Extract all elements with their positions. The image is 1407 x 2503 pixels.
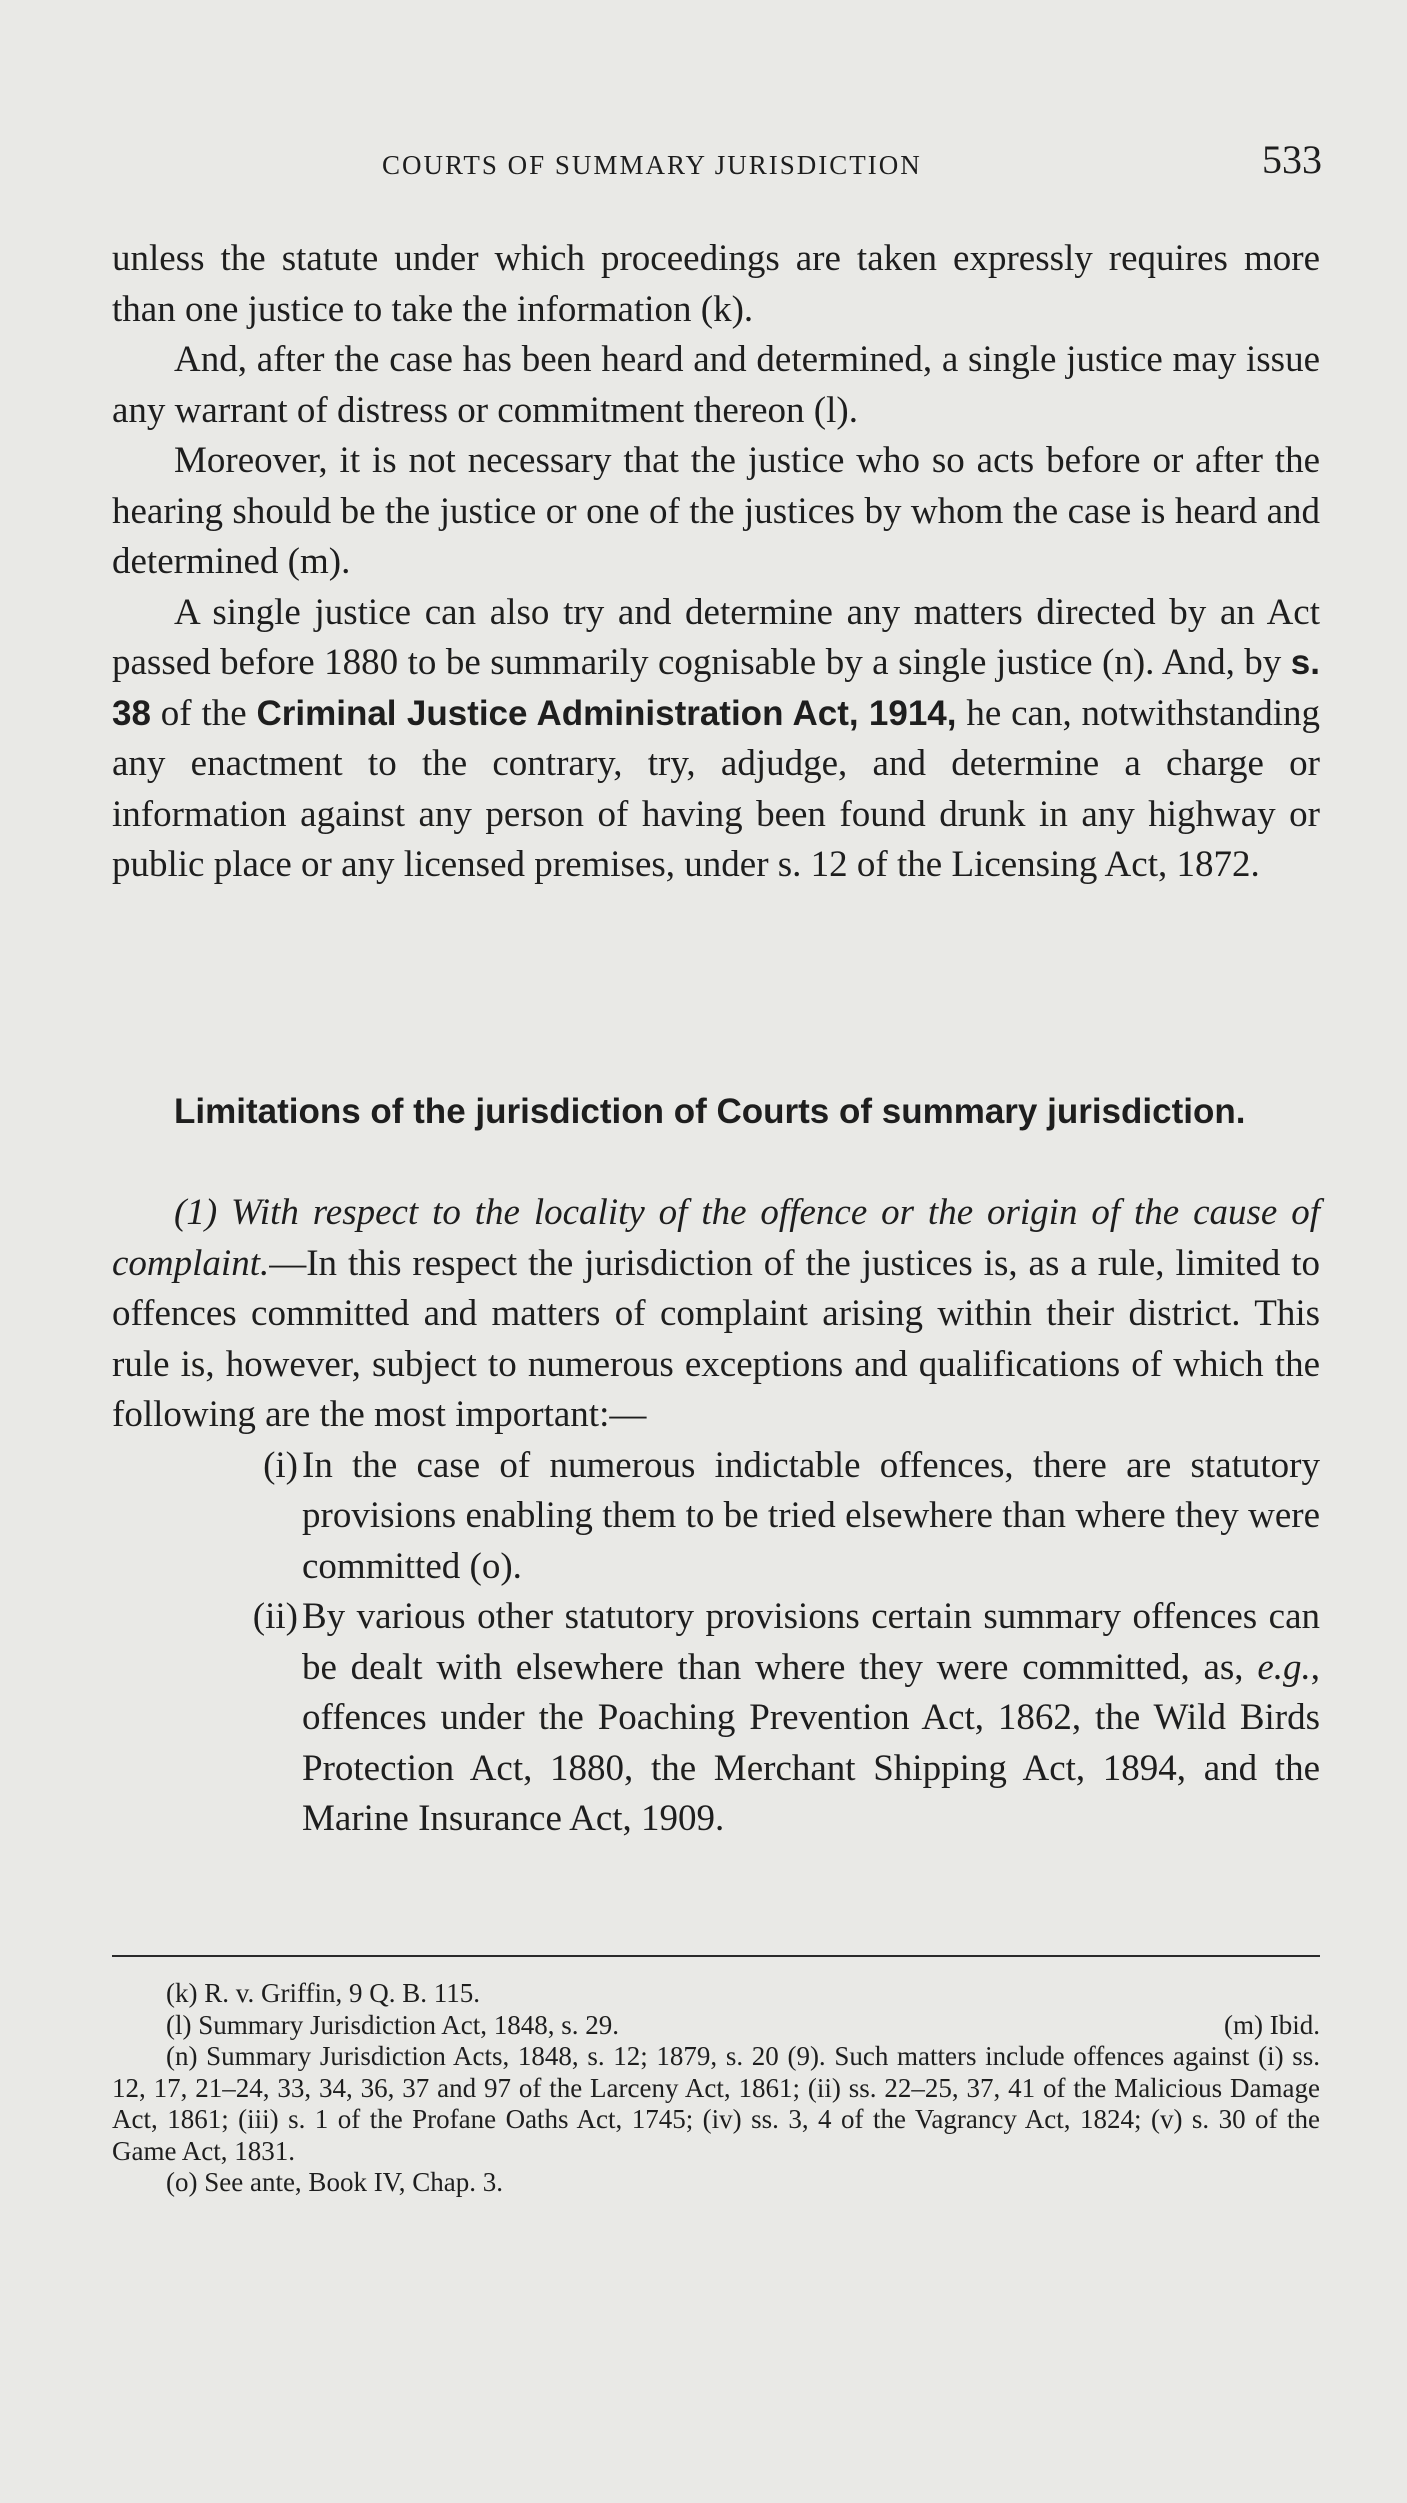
footnote-k: (k) R. v. Griffin, 9 Q. B. 115. xyxy=(166,1978,480,2008)
locality-text: —In this respect the jurisdiction of the justices is, as a rule, limited to offences committed and matters of complaint arising within their district. This rule is, however, subject to numerous exceptions and qualifications of which the following are the most important:— xyxy=(112,1242,1320,1435)
paragraph-justice-acting: Moreover, it is not necessary that the justice who so acts before or after the hearing should be the justice or one of the justices by whom the case is heard and determined (m). xyxy=(112,440,1320,582)
list-number: (ii) xyxy=(252,1596,298,1637)
section-reference: s. 38 xyxy=(112,643,1320,733)
paragraph-single-justice-warrant: And, after the case has been heard and determined, a single justice may issue any warrant of distress or commitment thereon (l). xyxy=(112,339,1320,431)
paragraph-text-e: he can, notwithstanding any enactment to the contrary, try, adjudge, and determine a charge or information against any person of having been found drunk in any highway or public place or any licensed premises, under s. 12 of the Licensing Act, 1872. xyxy=(112,692,1320,885)
paragraph-text-c: of the xyxy=(150,692,257,734)
locality-subheading: (1) With respect to the locality of the offence or the origin of the cause of complaint. xyxy=(112,1192,1320,1284)
list-item-1 xyxy=(112,1441,1320,1593)
list-number: (i) xyxy=(263,1444,298,1486)
list-item-text: In the case of numerous indictable offences, there are statutory provisions enabling them to be tried elsewhere than where they were committed (o). xyxy=(302,1444,1320,1587)
act-title: Criminal Justice Administration Act, 1914, xyxy=(256,693,957,733)
locality-paragraph xyxy=(112,1188,1320,1441)
section-body xyxy=(112,1188,1320,1845)
footnote-n: (n) Summary Jurisdiction Acts, 1848, s. 12; 1879, s. 20 (9). Such matters include offences against (i) ss. 12, 17, 21–24, 33, 34, 36, 37 and 97 of the Larceny Act, 1861; (ii) ss. 22–25, 37, 41 of the Malicious Damage Act, 1861; (iii) s. 1 of the Profane Oaths Act, 1745; (iv) ss. 3, 4 of the Vagrancy Act, 1824; (v) s. 30 of the Game Act, 1831. xyxy=(112,2041,1320,2166)
list-item-2 xyxy=(112,1592,1320,1845)
paragraph-continuation: unless the statute under which proceedings are taken expressly requires more than one justice to take the information (k). xyxy=(112,238,1320,330)
paragraph-text-a: A single justice can also try and determine any matters directed by an Act passed before 1880 to be summarily cognisable by a single justice (n). And, by xyxy=(112,591,1320,683)
page-number: 533 xyxy=(1262,137,1322,182)
footnote-row xyxy=(112,2010,1320,2042)
list-item-text-b: , offences under the Poaching Prevention Act, 1862, the Wild Birds Protection Act, 1880, the Merchant Shipping Act, 1894, and the Marine Insurance Act, 1909. xyxy=(302,1646,1320,1839)
footnote-m: (m) Ibid. xyxy=(1224,2009,1320,2040)
body-text xyxy=(112,234,1320,891)
footnote-l: (l) Summary Jurisdiction Act, 1848, s. 29. xyxy=(166,2009,619,2040)
footnotes xyxy=(112,1978,1320,2199)
list-item-text-a: By various other statutory provisions certain summary offences can be dealt with elsewhere than where they were committed, as, xyxy=(302,1596,1320,1688)
running-title: COURTS OF SUMMARY JURISDICTION xyxy=(382,150,922,180)
paragraph-single-justice-powers xyxy=(112,588,1320,891)
footnote-rule xyxy=(112,1955,1320,1957)
section-heading: Limitations of the jurisdiction of Courts of summary jurisdiction. xyxy=(174,1092,1246,1131)
list-item-italic: e.g. xyxy=(1257,1646,1311,1688)
footnote-o: (o) See ante, Book IV, Chap. 3. xyxy=(166,2167,503,2197)
